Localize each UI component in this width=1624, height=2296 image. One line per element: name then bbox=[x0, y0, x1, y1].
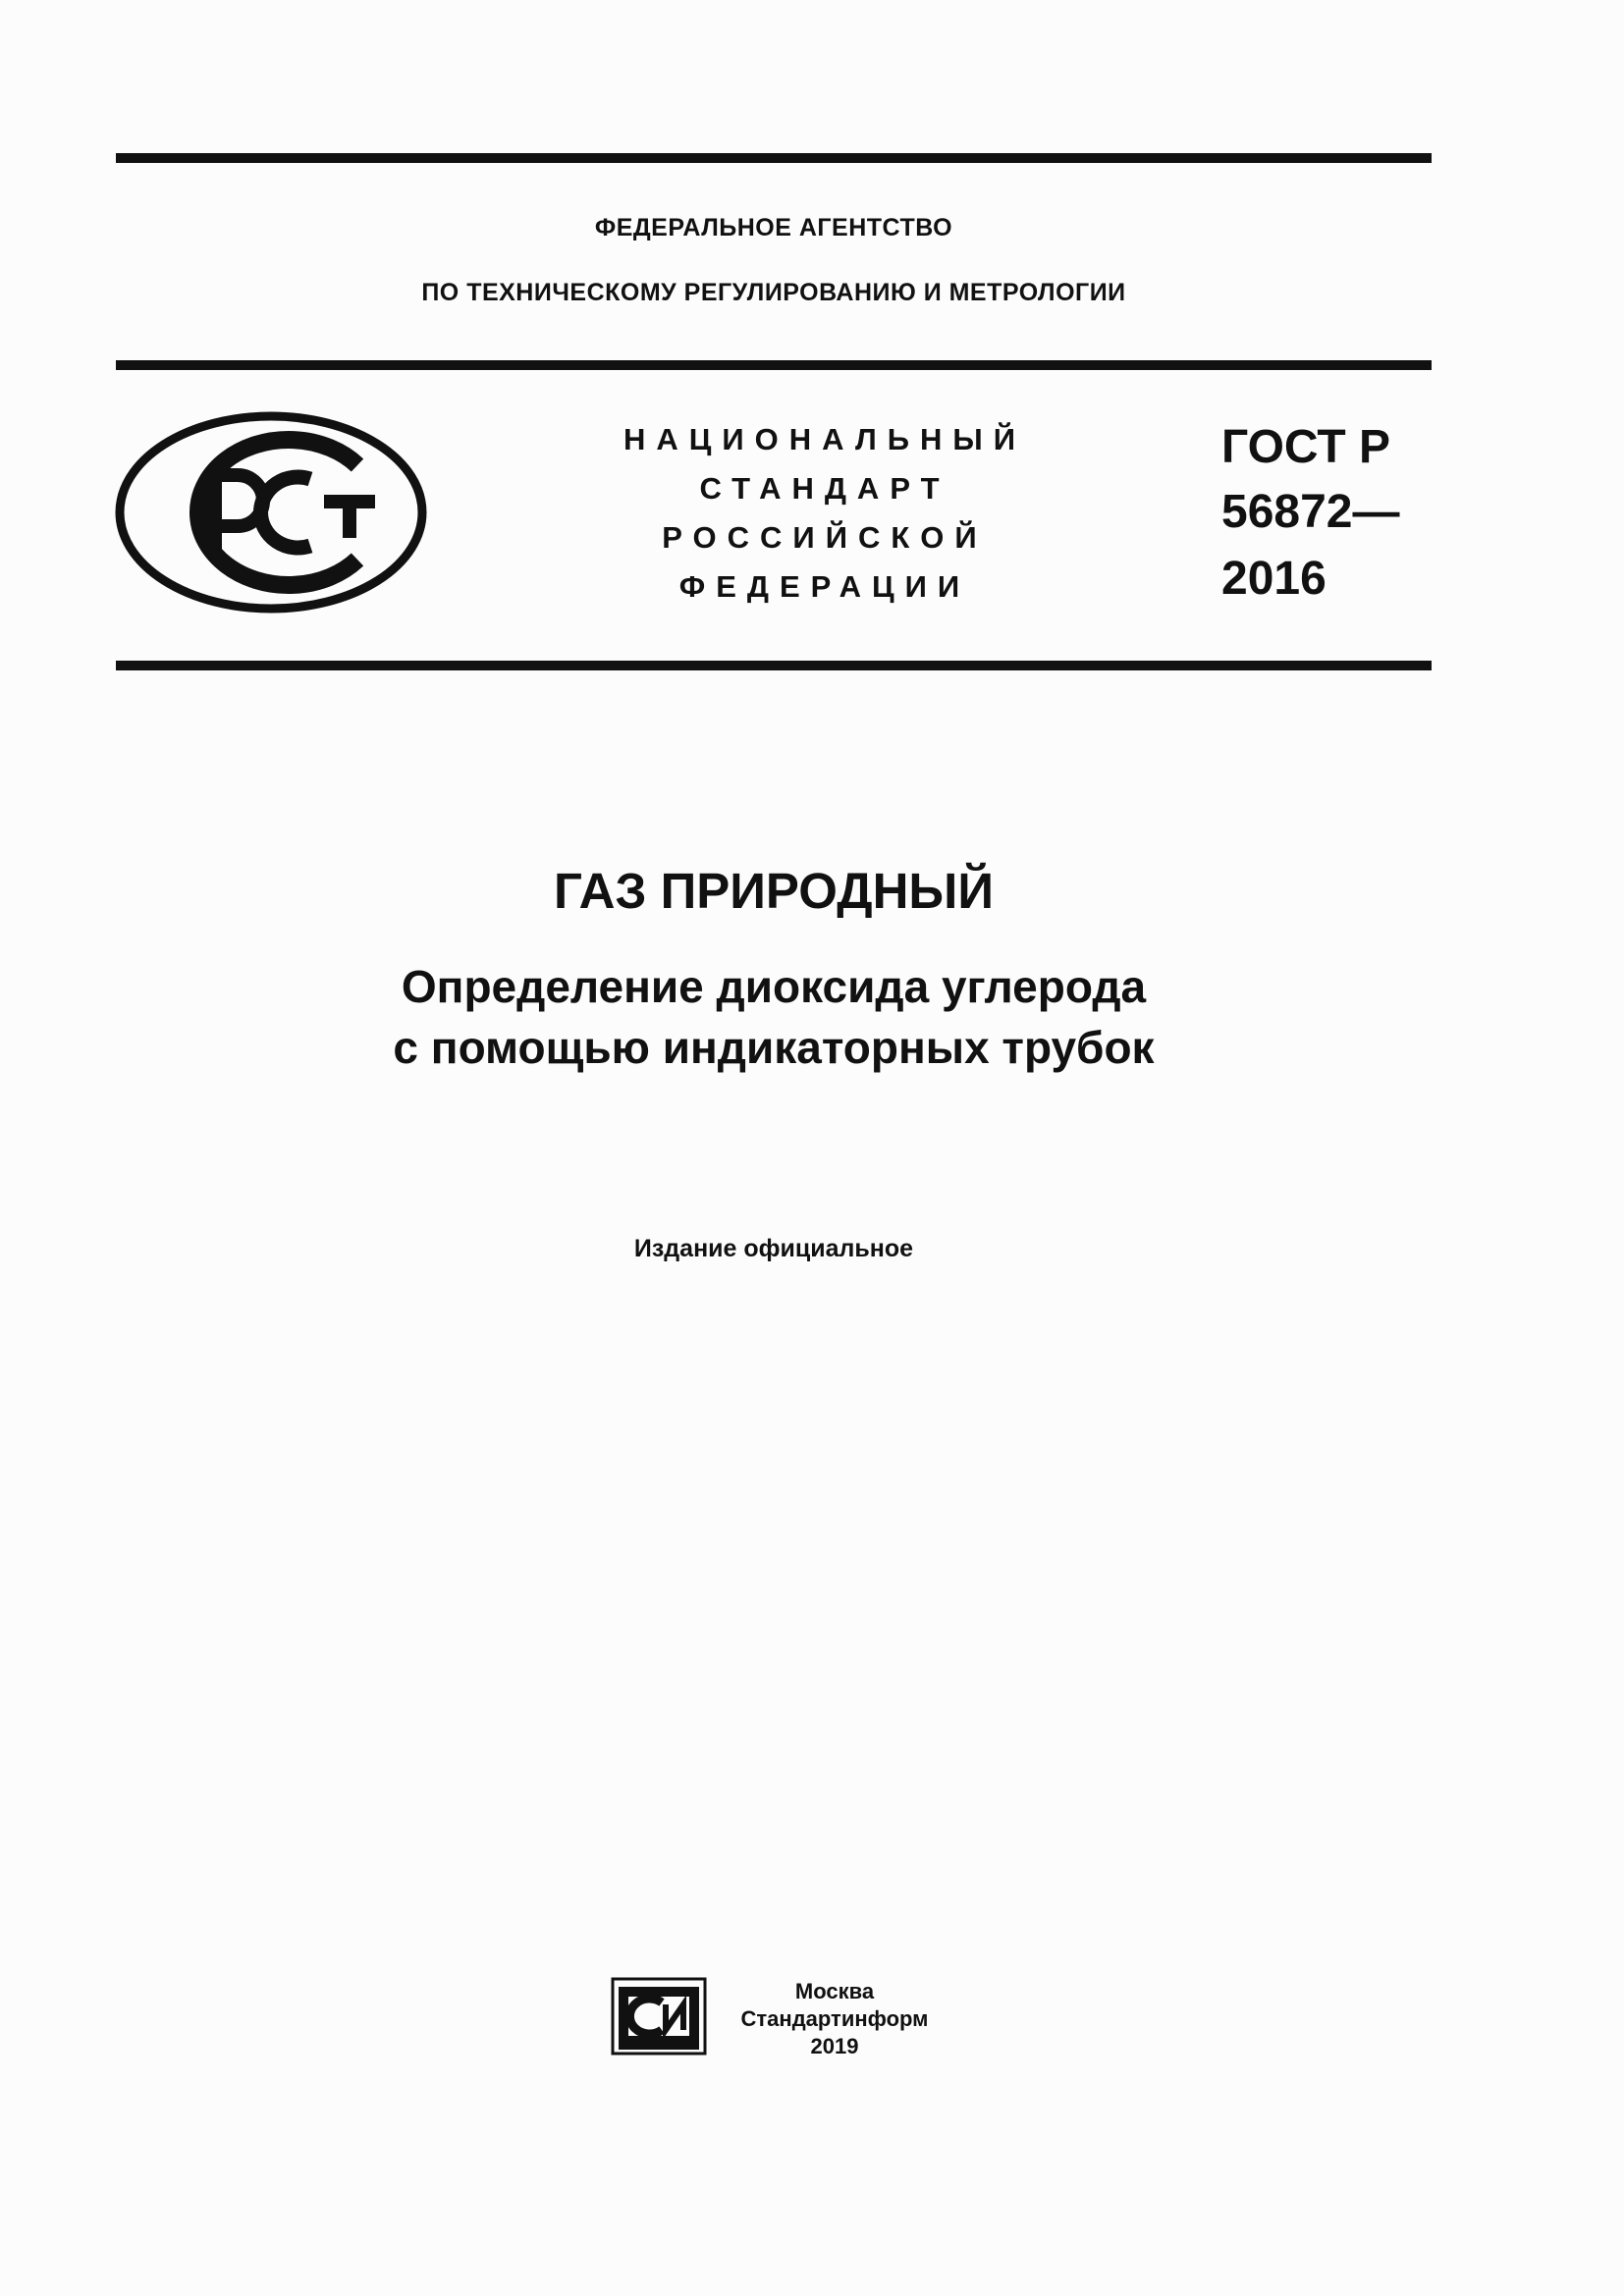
standard-designation-line-1: ГОСТ Р bbox=[1221, 421, 1391, 473]
standard-block-bottom-rule bbox=[116, 661, 1432, 670]
agency-name-line-2: ПО ТЕХНИЧЕСКОМУ РЕГУЛИРОВАНИЮ И МЕТРОЛОГИИ bbox=[421, 279, 1126, 306]
agency-name-line-1: ФЕДЕРАЛЬНОЕ АГЕНТСТВО bbox=[594, 214, 953, 241]
national-standard-line-1: НАЦИОНАЛЬНЫЙ bbox=[623, 422, 1027, 456]
imprint-city: Москва bbox=[794, 1979, 875, 2003]
standard-designation-line-3: 2016 bbox=[1221, 553, 1326, 605]
document-title: ГАЗ ПРИРОДНЫЙ bbox=[553, 863, 995, 919]
standartinform-logo-icon bbox=[611, 1977, 707, 2056]
standard-designation-line-2: 56872— bbox=[1221, 486, 1400, 538]
document-subtitle-line-1: Определение диоксида углерода bbox=[401, 961, 1147, 1012]
document-subtitle-line-2: с помощью индикаторных трубок bbox=[393, 1022, 1155, 1073]
national-standard-line-4: ФЕДЕРАЦИИ bbox=[678, 569, 971, 604]
header-bottom-rule bbox=[116, 360, 1432, 370]
rst-certification-logo-icon bbox=[114, 410, 428, 614]
national-standard-line-3: РОССИЙСКОЙ bbox=[662, 520, 988, 555]
imprint-publisher: Стандартинформ bbox=[740, 2006, 929, 2031]
national-standard-line-2: СТАНДАРТ bbox=[699, 471, 950, 506]
top-rule bbox=[116, 153, 1432, 163]
imprint-year: 2019 bbox=[810, 2034, 859, 2058]
edition-note: Издание официальное bbox=[633, 1235, 914, 1262]
